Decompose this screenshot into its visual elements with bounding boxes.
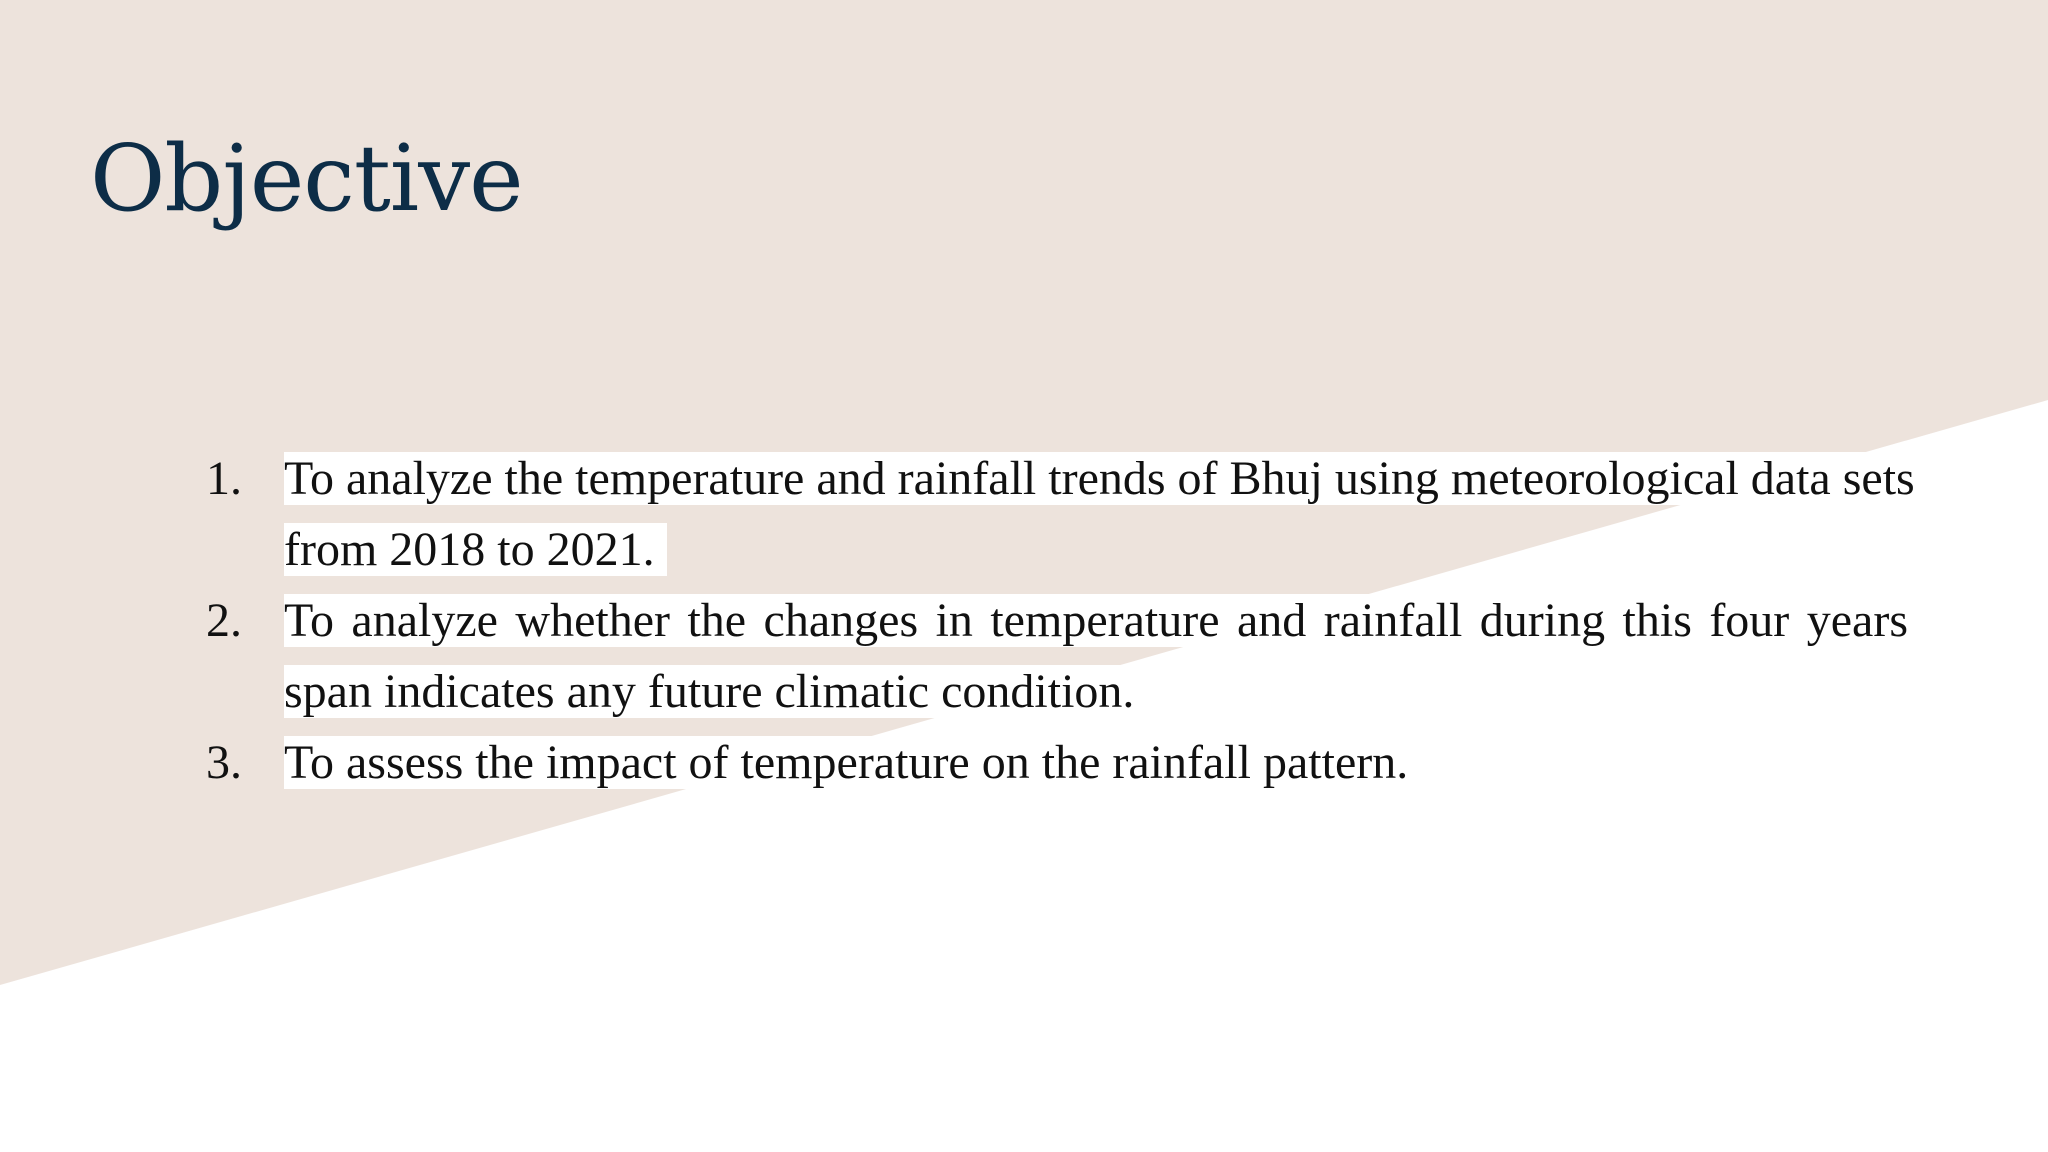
- slide-title: Objective: [90, 125, 523, 232]
- objective-list: [200, 443, 1920, 798]
- objective-item-3: [200, 727, 1920, 798]
- objective-item-1: [200, 443, 1920, 585]
- objective-number: 2.: [206, 594, 242, 647]
- objective-number: 3.: [206, 736, 242, 789]
- objective-text: To assess the impact of temperature on the rainfall pattern.: [284, 736, 1420, 789]
- objective-item-2: [200, 585, 1920, 727]
- objective-number: 1.: [206, 452, 242, 505]
- objective-text: To analyze the temperature and rainfall trends of Bhuj using meteorological data sets from 2018 to 2021.: [284, 452, 1927, 576]
- objective-text: To analyze whether the changes in temperature and rainfall during this four years span indicates any future climatic condition.: [284, 594, 1920, 718]
